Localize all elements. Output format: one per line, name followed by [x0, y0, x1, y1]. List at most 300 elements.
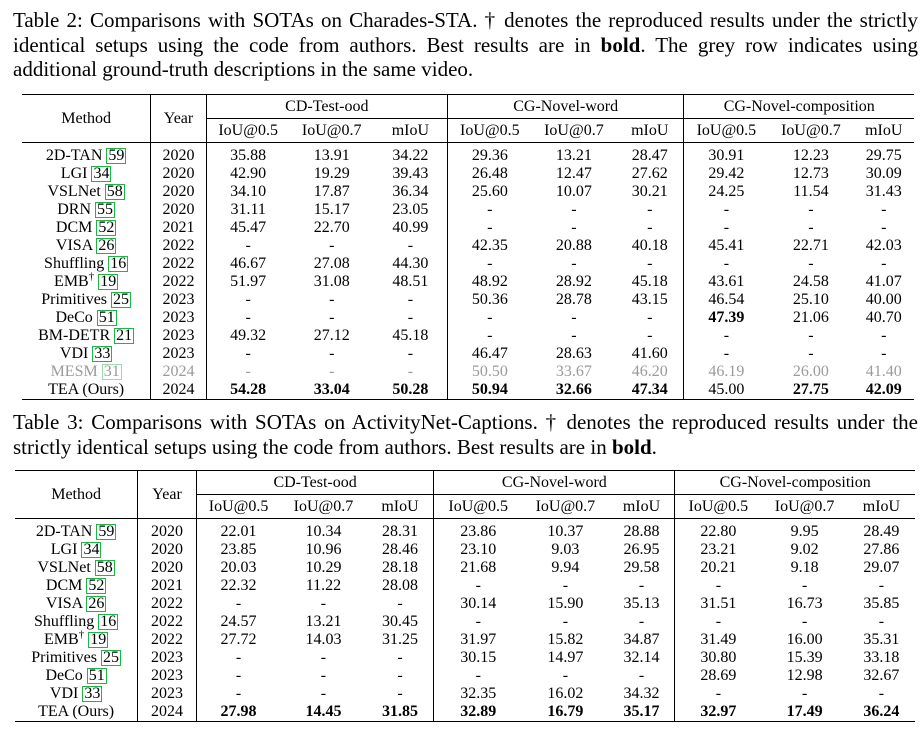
method-name: TEA (Ours)	[22, 381, 151, 400]
value-cell: -	[206, 291, 289, 309]
value-cell: 50.28	[374, 381, 448, 400]
value-cell: 35.17	[609, 703, 675, 722]
year-cell: 2020	[138, 541, 197, 559]
metric-header: IoU@0.7	[280, 495, 366, 519]
metric-header: IoU@0.5	[434, 495, 522, 519]
value-cell: -	[675, 685, 762, 703]
value-cell: 40.18	[631, 237, 668, 254]
citation-link[interactable]: 19	[90, 631, 107, 648]
method-name: DeCo 51	[45, 667, 105, 684]
value-cell: -	[684, 255, 768, 273]
value-cell: 24.58	[792, 273, 829, 290]
value-cell: -	[407, 237, 414, 254]
value-cell: 17.49	[761, 703, 847, 722]
group-header: CG-Novel-composition	[684, 95, 914, 119]
value-cell: 45.18	[631, 273, 668, 290]
value-cell: 46.54	[684, 291, 768, 309]
value-cell: 35.88	[206, 143, 289, 166]
value-cell: 42.35	[447, 237, 531, 255]
value-cell: 28.78	[555, 291, 592, 308]
value-cell: -	[397, 595, 403, 612]
method-name: DCM 52	[45, 577, 105, 594]
value-cell: -	[808, 201, 814, 218]
year-cell: 2023	[138, 685, 197, 703]
value-cell: -	[638, 613, 645, 630]
citation-link[interactable]: 33	[94, 345, 111, 362]
value-cell: 48.51	[392, 273, 429, 290]
year-cell: 2020	[151, 143, 206, 166]
value-cell: 27.08	[313, 255, 350, 272]
value-cell: 28.88	[623, 523, 660, 540]
value-cell: 35.85	[863, 595, 900, 612]
table-row	[15, 577, 915, 595]
metric-header: IoU@0.5	[206, 119, 289, 143]
value-cell: 20.03	[196, 559, 280, 577]
value-cell: 28.46	[382, 541, 419, 558]
method-name: MESM 31	[50, 363, 120, 380]
value-cell: -	[881, 219, 887, 236]
table-row	[15, 703, 915, 722]
method-name: DeCo 51	[55, 309, 115, 326]
value-cell: -	[808, 327, 814, 344]
value-cell: 26.95	[623, 541, 660, 558]
value-cell: 27.75	[768, 381, 853, 400]
value-cell: -	[329, 363, 335, 380]
value-cell: 27.12	[313, 327, 350, 344]
value-cell: 42.09	[854, 381, 914, 400]
metric-header: IoU@0.5	[447, 119, 531, 143]
year-cell: 2020	[151, 165, 206, 183]
table-row	[15, 595, 915, 613]
value-cell: 14.45	[280, 703, 366, 722]
year-cell: 2020	[138, 519, 197, 542]
value-cell: -	[329, 309, 335, 326]
value-cell: 34.87	[623, 631, 660, 648]
value-cell: 46.20	[631, 363, 668, 380]
method-name: LGI 34	[60, 165, 110, 182]
value-cell: 11.54	[793, 183, 829, 200]
group-header: CG-Novel-word	[434, 471, 675, 495]
value-cell: 27.72	[196, 631, 280, 649]
value-cell: -	[206, 309, 289, 327]
value-cell: 22.70	[313, 219, 350, 236]
value-cell: 45.47	[206, 219, 289, 237]
value-cell: 28.63	[555, 345, 592, 362]
year-cell: 2023	[151, 345, 206, 363]
value-cell: -	[434, 667, 522, 685]
value-cell: 31.49	[675, 631, 762, 649]
value-cell: 41.07	[865, 273, 902, 290]
citation-link[interactable]: 26	[88, 595, 105, 612]
value-cell: 21.06	[792, 309, 829, 326]
citation-link[interactable]: 58	[96, 559, 113, 576]
value-cell: 13.21	[305, 613, 342, 630]
value-cell: 45.41	[684, 237, 768, 255]
value-cell: -	[571, 201, 577, 218]
method-name: VSLNet 58	[37, 559, 113, 576]
year-cell: 2021	[138, 577, 197, 595]
value-cell: 29.07	[863, 559, 900, 576]
table-row	[22, 237, 914, 255]
table3-caption-bold: bold	[611, 434, 652, 459]
value-cell: -	[571, 219, 577, 236]
value-cell: 12.47	[555, 165, 592, 182]
value-cell: 24.25	[684, 183, 768, 201]
citation-link[interactable]: 59	[98, 523, 115, 540]
value-cell: 20.88	[555, 237, 592, 254]
value-cell: 34.10	[206, 183, 289, 201]
value-cell: 43.15	[631, 291, 668, 308]
value-cell: 33.67	[555, 363, 592, 380]
citation-link[interactable]: 25	[113, 291, 130, 308]
group-header: CD-Test-ood	[196, 471, 433, 495]
value-cell: -	[571, 327, 577, 344]
value-cell: 14.97	[547, 649, 584, 666]
value-cell: -	[320, 649, 327, 666]
value-cell: 22.71	[792, 237, 829, 254]
value-cell: 21.68	[434, 559, 522, 577]
value-cell: -	[206, 237, 289, 255]
metric-header: mIoU	[854, 119, 914, 143]
value-cell: 35.13	[623, 595, 660, 612]
value-cell: -	[562, 667, 569, 684]
citation-link[interactable]: 33	[84, 685, 101, 702]
citation-link[interactable]: 25	[103, 649, 119, 666]
table-row	[22, 255, 914, 273]
year-cell: 2024	[151, 381, 206, 400]
value-cell: -	[675, 613, 762, 631]
value-cell: 9.18	[790, 559, 819, 576]
year-cell: 2022	[138, 631, 197, 649]
method-name: VDI 33	[49, 685, 101, 702]
table-row	[15, 519, 915, 542]
group-header: CG-Novel-word	[447, 95, 684, 119]
citation-link[interactable]: 19	[100, 273, 117, 290]
value-cell: -	[196, 649, 280, 667]
year-cell: 2024	[151, 363, 206, 381]
table-row	[22, 291, 914, 309]
value-cell: 30.15	[434, 649, 522, 667]
citation-link[interactable]: 59	[108, 147, 125, 164]
value-cell: -	[196, 667, 280, 685]
value-cell: 36.24	[848, 703, 915, 722]
method-name: Primitives 25	[31, 649, 119, 666]
value-cell: 10.96	[305, 541, 342, 558]
value-cell: 46.67	[206, 255, 289, 273]
value-cell: 39.43	[392, 165, 429, 182]
value-cell: 17.87	[313, 183, 350, 200]
value-cell: -	[881, 201, 887, 218]
value-cell: -	[196, 595, 280, 613]
year-cell: 2020	[151, 201, 206, 219]
value-cell: 19.29	[313, 165, 350, 182]
value-cell: -	[434, 577, 522, 595]
value-cell: -	[808, 219, 814, 236]
value-cell: -	[647, 201, 653, 218]
value-cell: 54.28	[206, 381, 289, 400]
metric-header: IoU@0.7	[768, 119, 853, 143]
value-cell: -	[684, 201, 768, 219]
year-cell: 2022	[151, 237, 206, 255]
table-row	[15, 631, 915, 649]
year-cell: 2022	[138, 595, 197, 613]
year-cell: 2023	[151, 291, 206, 309]
value-cell: 30.21	[631, 183, 668, 200]
value-cell: 40.00	[865, 291, 902, 308]
method-name: 2D-TAN 59	[35, 523, 115, 540]
value-cell: 9.94	[551, 559, 580, 576]
value-cell: -	[684, 219, 768, 237]
value-cell: -	[206, 363, 289, 381]
value-cell: -	[801, 685, 808, 702]
value-cell: 9.03	[551, 541, 580, 558]
value-cell: -	[407, 345, 414, 362]
citation-link[interactable]: 26	[98, 237, 115, 254]
value-cell: 15.39	[786, 649, 823, 666]
metric-header: mIoU	[616, 119, 684, 143]
citation-link[interactable]: 58	[106, 183, 123, 200]
table-row	[22, 143, 914, 166]
table-row	[15, 685, 915, 703]
value-cell: -	[801, 613, 808, 630]
citation-link[interactable]: 52	[98, 219, 115, 236]
value-cell: 46.47	[447, 345, 531, 363]
value-cell: 30.09	[865, 165, 902, 182]
value-cell: 26.00	[792, 363, 829, 380]
value-cell: 28.92	[555, 273, 592, 290]
value-cell: 16.73	[786, 595, 823, 612]
dagger-mark: †	[88, 270, 95, 283]
method-name: Shuffling 16	[34, 613, 117, 630]
value-cell: -	[647, 327, 653, 344]
year-header: Year	[138, 471, 197, 519]
citation-link[interactable]: 52	[88, 577, 105, 594]
value-cell: 31.51	[675, 595, 762, 613]
value-cell: 12.23	[792, 147, 829, 164]
method-name: 2D-TAN 59	[45, 147, 125, 164]
table2-caption	[13, 8, 918, 82]
value-cell: 32.97	[675, 703, 762, 722]
value-cell: 30.91	[684, 143, 768, 166]
value-cell: 10.34	[305, 523, 342, 540]
value-cell: -	[571, 309, 577, 326]
value-cell: 31.08	[313, 273, 350, 290]
metric-header: IoU@0.7	[290, 119, 374, 143]
value-cell: 43.61	[684, 273, 768, 291]
value-cell: 27.62	[631, 165, 668, 182]
value-cell: 41.40	[865, 363, 902, 380]
value-cell: -	[647, 219, 653, 236]
value-cell: 22.01	[196, 519, 280, 542]
value-cell: -	[447, 255, 531, 273]
value-cell: -	[562, 577, 569, 594]
citation-link[interactable]: 34	[93, 165, 110, 182]
value-cell: 23.86	[434, 519, 522, 542]
table-row	[22, 183, 914, 201]
metric-header: mIoU	[609, 495, 675, 519]
table-row	[22, 309, 914, 327]
value-cell: 13.91	[313, 147, 350, 164]
value-cell: -	[801, 577, 808, 594]
value-cell: 20.21	[675, 559, 762, 577]
value-cell: 26.48	[447, 165, 531, 183]
value-cell: 29.42	[684, 165, 768, 183]
dagger-mark: †	[78, 628, 85, 641]
value-cell: -	[647, 255, 653, 272]
value-cell: 25.60	[447, 183, 531, 201]
value-cell: 29.58	[623, 559, 660, 576]
table3-caption	[13, 410, 918, 459]
value-cell: -	[434, 613, 522, 631]
value-cell: -	[684, 327, 768, 345]
value-cell: 41.60	[631, 345, 668, 362]
value-cell: -	[675, 577, 762, 595]
table2-caption-bold: bold	[600, 32, 641, 57]
value-cell: 23.21	[675, 541, 762, 559]
value-cell: -	[808, 345, 814, 362]
citation-link[interactable]: 21	[116, 327, 133, 344]
value-cell: -	[881, 327, 887, 344]
value-cell: 14.03	[305, 631, 342, 648]
value-cell: 30.14	[434, 595, 522, 613]
value-cell: 29.36	[447, 143, 531, 166]
method-name: Primitives 25	[41, 291, 130, 308]
citation-link[interactable]: 16	[110, 255, 127, 272]
value-cell: -	[196, 685, 280, 703]
citation-link[interactable]: 16	[100, 613, 117, 630]
table-row	[15, 541, 915, 559]
metric-header: IoU@0.7	[532, 119, 616, 143]
value-cell: 32.14	[623, 649, 660, 666]
value-cell: 42.90	[206, 165, 289, 183]
method-name: VSLNet 58	[47, 183, 123, 200]
value-cell: -	[329, 237, 335, 254]
table2-caption-tail: . The grey row indicates using additional ground-truth descriptions in the same video.	[13, 32, 918, 81]
citation-link[interactable]: 55	[97, 201, 114, 218]
method-name: VDI 33	[59, 345, 111, 362]
value-cell: 34.22	[392, 147, 429, 164]
value-cell: -	[647, 309, 653, 326]
value-cell: 29.75	[865, 147, 902, 164]
year-cell: 2022	[138, 613, 197, 631]
metric-header: IoU@0.7	[761, 495, 847, 519]
table-row	[15, 559, 915, 577]
metric-header: mIoU	[367, 495, 434, 519]
value-cell: 24.57	[196, 613, 280, 631]
table3	[15, 470, 915, 722]
citation-link[interactable]: 34	[83, 541, 100, 558]
value-cell: -	[878, 577, 885, 594]
value-cell: 50.36	[447, 291, 531, 309]
value-cell: 13.21	[555, 147, 592, 164]
table-row	[22, 345, 914, 363]
value-cell: 16.02	[547, 685, 584, 702]
method-header: Method	[22, 95, 151, 143]
value-cell: 45.00	[684, 381, 768, 400]
value-cell: -	[571, 255, 577, 272]
value-cell: -	[206, 345, 289, 363]
value-cell: -	[397, 685, 403, 702]
value-cell: 50.50	[447, 363, 531, 381]
value-cell: 9.02	[790, 541, 819, 558]
value-cell: -	[329, 291, 335, 308]
value-cell: -	[562, 613, 569, 630]
method-name: Shuffling 16	[44, 255, 127, 272]
metric-header: IoU@0.5	[684, 119, 768, 143]
value-cell: -	[397, 649, 403, 666]
value-cell: 31.11	[206, 201, 289, 219]
table-row	[22, 201, 914, 219]
value-cell: 47.39	[684, 309, 768, 327]
value-cell: 31.43	[865, 183, 902, 200]
method-name: DRN 55	[57, 201, 114, 218]
value-cell: 28.47	[631, 147, 668, 164]
citation-link[interactable]: 51	[98, 309, 115, 326]
value-cell: -	[808, 255, 814, 272]
table-row	[15, 613, 915, 631]
header-row-groups	[22, 95, 914, 119]
method-name: VISA 26	[45, 595, 105, 612]
value-cell: 10.07	[555, 183, 592, 200]
metric-header: mIoU	[848, 495, 915, 519]
value-cell: -	[447, 309, 531, 327]
value-cell: 12.73	[792, 165, 829, 182]
group-header: CG-Novel-composition	[675, 471, 915, 495]
value-cell: -	[684, 345, 768, 363]
value-cell: 11.22	[305, 577, 342, 594]
value-cell: -	[320, 667, 327, 684]
value-cell: 31.97	[434, 631, 522, 649]
value-cell: 28.31	[382, 523, 419, 540]
value-cell: -	[881, 345, 887, 362]
value-cell: 48.92	[447, 273, 531, 291]
year-cell: 2021	[151, 219, 206, 237]
value-cell: 33.04	[290, 381, 374, 400]
value-cell: 28.18	[382, 559, 419, 576]
year-cell: 2022	[151, 273, 206, 291]
value-cell: 50.94	[447, 381, 531, 400]
method-name: EMB† 19	[44, 628, 107, 648]
value-cell: -	[878, 613, 885, 630]
value-cell: 33.18	[863, 649, 900, 666]
table-row	[15, 649, 915, 667]
table-row	[22, 363, 914, 381]
value-cell: 16.79	[522, 703, 608, 722]
table2	[22, 94, 914, 400]
value-cell: 22.80	[675, 519, 762, 542]
value-cell: 23.05	[392, 201, 429, 218]
citation-link[interactable]: 31	[103, 363, 120, 380]
value-cell: 34.32	[623, 685, 660, 702]
method-name: LGI 34	[50, 541, 100, 558]
citation-link[interactable]: 51	[88, 667, 105, 684]
value-cell: 31.85	[367, 703, 434, 722]
value-cell: 31.25	[382, 631, 419, 648]
value-cell: 25.10	[792, 291, 829, 308]
value-cell: 30.80	[675, 649, 762, 667]
metric-header: mIoU	[374, 119, 448, 143]
year-header: Year	[151, 95, 206, 143]
header-row-groups	[15, 471, 915, 495]
method-name: TEA (Ours)	[15, 703, 138, 722]
value-cell: 10.29	[305, 559, 342, 576]
value-cell: -	[407, 363, 414, 380]
value-cell: 12.98	[786, 667, 823, 684]
value-cell: -	[329, 345, 335, 362]
year-cell: 2023	[138, 667, 197, 685]
table-row	[22, 327, 914, 345]
value-cell: -	[638, 667, 645, 684]
